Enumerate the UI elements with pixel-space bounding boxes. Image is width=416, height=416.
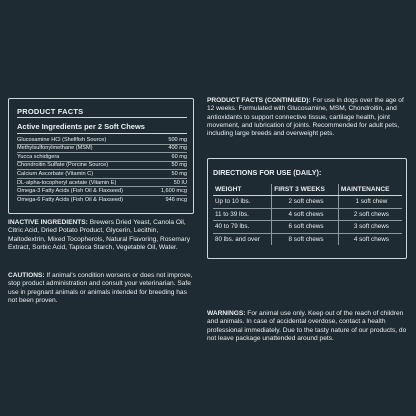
directions-box bbox=[207, 158, 407, 259]
warnings-heading: WARNINGS: bbox=[207, 310, 246, 317]
weight-cell: 80 lbs. and over bbox=[215, 235, 260, 243]
cautions-heading: CAUTIONS: bbox=[8, 272, 45, 279]
weight-cell: Up to 10 lbs. bbox=[213, 196, 272, 209]
inactive-ingredients bbox=[8, 219, 196, 252]
ingredients-list bbox=[17, 136, 187, 204]
first-3-weeks-cell: 2 soft chews bbox=[272, 196, 339, 209]
maintenance-cell: 4 soft chews bbox=[338, 233, 402, 245]
product-facts-continued-heading: PRODUCT FACTS (CONTINUED): bbox=[207, 97, 311, 104]
ingredient-row bbox=[17, 196, 187, 205]
ingredient-name: Glucosamine HCl (Shellfish Source) bbox=[17, 136, 107, 143]
maintenance-cell: 1 soft chew bbox=[338, 196, 402, 209]
cautions-text: If animal's condition worsens or does not improve, stop product administration and consult your veterinarian. Safe use in pregnant animals or animals intended for breeding has not been proven. bbox=[8, 272, 193, 304]
ingredient-name: Omega-6 Fatty Acids (Fish Oil & Flaxseed) bbox=[17, 197, 124, 204]
weight-column-header: WEIGHT bbox=[213, 184, 272, 196]
ingredient-name: Chondroitin Sulfate (Porcine Source) bbox=[17, 162, 109, 169]
ingredient-amount: 50 mg bbox=[171, 170, 187, 177]
ingredient-name: Methylsulfonylmethane (MSM) bbox=[17, 145, 93, 152]
inactive-ingredients-heading: INACTIVE INGREDIENTS: bbox=[8, 219, 88, 226]
product-facts-title: PRODUCT FACTS bbox=[17, 107, 84, 116]
first-3-weeks-column-header: FIRST 3 WEEKS bbox=[272, 184, 339, 196]
first-3-weeks-cell: 4 soft chews bbox=[272, 208, 339, 221]
ingredient-row bbox=[17, 136, 187, 145]
maintenance-cell: 2 soft chews bbox=[338, 208, 402, 221]
ingredient-name: DL-alpha-tocopheryl acetate (Vitamin E) bbox=[17, 179, 117, 186]
ingredient-row bbox=[17, 179, 187, 188]
ingredient-row bbox=[17, 187, 187, 196]
active-ingredients-heading: Active Ingredients per 2 Soft Chews bbox=[17, 122, 145, 131]
ingredient-amount: 60 mg bbox=[171, 153, 187, 160]
ingredient-amount: 1,600 mcg bbox=[160, 188, 187, 195]
ingredient-amount: 50 mg bbox=[171, 162, 187, 169]
directions-row bbox=[213, 196, 402, 209]
directions-table bbox=[213, 184, 402, 245]
weight-cell: 11 to 39 lbs. bbox=[213, 208, 272, 221]
ingredient-amount: 500 mg bbox=[168, 136, 187, 143]
ingredient-amount: 946 mcg bbox=[165, 197, 187, 204]
directions-title: DIRECTIONS FOR USE (DAILY): bbox=[213, 168, 322, 177]
ingredient-row bbox=[17, 145, 187, 154]
ingredient-name: Yucca schidigera bbox=[17, 153, 60, 160]
warnings bbox=[207, 310, 407, 343]
title-divider bbox=[17, 117, 187, 118]
cautions bbox=[8, 272, 194, 305]
directions-row bbox=[213, 208, 402, 221]
ingredient-amount: 50 IU bbox=[173, 179, 187, 186]
ingredient-row bbox=[17, 153, 187, 162]
maintenance-cell: 3 soft chews bbox=[338, 221, 402, 234]
first-3-weeks-cell: 6 soft chews bbox=[272, 221, 339, 234]
ingredient-name: Calcium Ascorbate (Vitamin C) bbox=[17, 170, 94, 177]
directions-header-row bbox=[213, 184, 402, 196]
ingredient-name: Omega-3 Fatty Acids (Fish Oil & Flaxseed) bbox=[17, 188, 124, 195]
product-facts-continued-text: For use in dogs over the age of 12 weeks. Formulated with Glucosamine, MSM, Chondroitin, and antioxidants to support connective tissue, cartilage health, joint movement, and lubrication of joints. Recommended for adult pets, including large breeds and overweight pets. bbox=[207, 97, 404, 138]
product-facts-panel bbox=[8, 98, 194, 214]
ingredient-amount: 400 mg bbox=[168, 145, 187, 152]
first-3-weeks-cell: 8 soft chews bbox=[272, 233, 339, 245]
ingredient-row bbox=[17, 170, 187, 179]
directions-row bbox=[213, 233, 402, 245]
weight-cell: 40 to 79 lbs. bbox=[213, 221, 272, 234]
inactive-ingredients-text: Brewers Dried Yeast, Canola Oil, Citric Acid, Dried Potato Product, Glycerin, Lecithin, Maltodextrin, Mixed Tocopherols, Natural Flavoring, Rosemary Extract, Sorbic Acid, Tapioca Starch, Vegetable Oil, Water. bbox=[8, 219, 191, 251]
directions-row bbox=[213, 221, 402, 234]
ingredient-row bbox=[17, 162, 187, 171]
warnings-text: For animal use only. Keep out of the reach of children and animals. In case of accidental overdose, contact a health professional immediately. Due to the tasty nature of our products, do not leave package unattended around pets. bbox=[207, 310, 407, 342]
maintenance-column-header: MAINTENANCE bbox=[338, 184, 402, 196]
product-facts-continued bbox=[207, 97, 407, 138]
subtitle-divider bbox=[17, 133, 187, 134]
